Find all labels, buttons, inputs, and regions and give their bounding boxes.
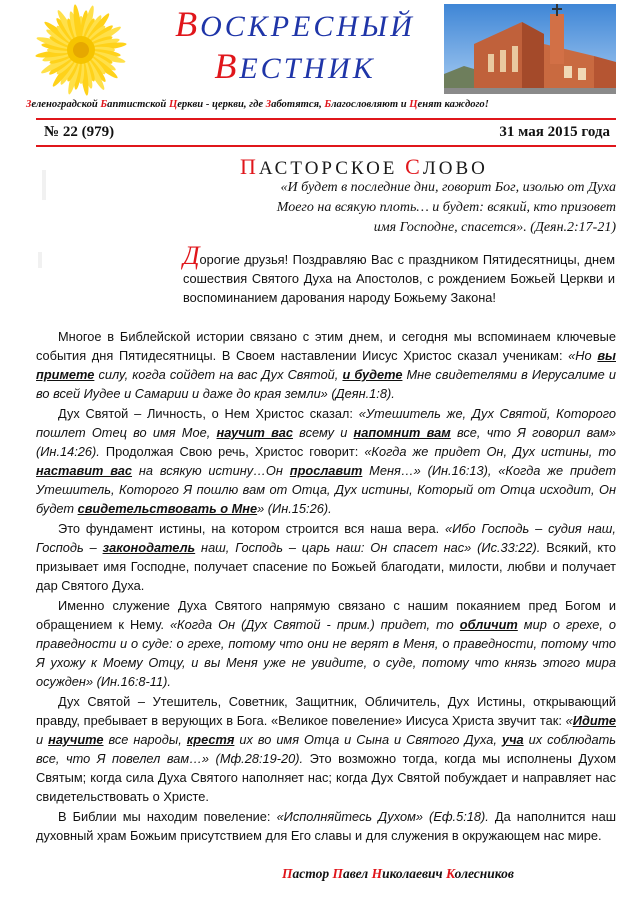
text-run: Н xyxy=(371,866,383,881)
text-run: К xyxy=(446,866,455,881)
text-run: все, что Я говорил вам» (Ин.14:26). xyxy=(36,425,616,459)
text-run: и xyxy=(36,732,49,747)
text-run: Всякий, кто призывает имя Господне, получает спасение по Божьей благодати, милости, любви и получает дар Святого Духа. xyxy=(36,540,616,593)
text-run: «Когда Он (Дух Святой - прим.) придет, то xyxy=(169,617,460,632)
emphasized-phrase: научит вас xyxy=(216,425,293,440)
text-run: всему и xyxy=(292,425,354,440)
text-run: еленоградской xyxy=(31,99,101,110)
text-run: П xyxy=(332,866,343,881)
author-signature xyxy=(282,866,514,882)
text-run: «Но xyxy=(568,348,598,363)
body-paragraph xyxy=(36,807,616,845)
text-run: » (Ин.15:26). xyxy=(257,501,332,516)
text-run: енят каждого! xyxy=(417,99,489,110)
text-run: на всякую истину…Он xyxy=(132,463,290,478)
text-run: Б xyxy=(324,99,332,110)
text-run: Ц xyxy=(409,99,418,110)
emphasized-phrase: свидетельствовать о Мне xyxy=(77,501,258,516)
margin-mark xyxy=(42,170,46,200)
text-run: их во имя Отца и Сына и Святого Духа, xyxy=(234,732,502,747)
text-run: Б xyxy=(100,99,108,110)
body-paragraph xyxy=(36,692,616,806)
text-run: Это фундамент истины, на котором строится вся наша вера. xyxy=(58,521,446,536)
issue-date: 31 мая 2015 года xyxy=(499,124,610,140)
newspaper-title-line1: ВОСКРЕСНЫЙ xyxy=(175,4,415,44)
text-run: астор xyxy=(292,866,333,881)
text-run: Продолжая Свою речь, Христос говорит: xyxy=(99,444,365,459)
text-run: их соблюдать все, что Я повелел вам…» (Мф.28:19-20). xyxy=(36,732,616,766)
church-slogan xyxy=(26,99,620,110)
text-run: «Утешитель же, Дух Святой, Которого пошлет Отец во имя Мое, xyxy=(36,406,616,440)
epigraph-quote xyxy=(160,178,616,238)
text-run: « xyxy=(565,713,573,728)
text-run: Дух Святой – Личность, о Нем Христос сказал: xyxy=(58,406,359,421)
text-run: Многое в Библейской истории связано с этим днем, и сегодня мы вспоминаем ключевые события дня Пятидесятницы. В Своем наставлении Иисус Христос сказал ученикам: xyxy=(36,329,616,363)
emphasized-phrase: напомнит вам xyxy=(353,425,451,440)
emphasized-phrase: крестя xyxy=(186,732,235,747)
epigraph-line: «И будет в последние дни, говорит Бог, изолью от Духа xyxy=(280,180,616,195)
emphasized-phrase: обличит xyxy=(459,617,518,632)
body-paragraph xyxy=(36,404,616,518)
body-paragraph xyxy=(36,519,616,595)
text-run: Меня…» (Ин.16:13), «Когда же придет Утешитель, Которого Я пошлю вам от Отца, Дух истины, Который от Отца исходит, Он будет xyxy=(36,463,616,516)
newspaper-title-line2: ВЕСТНИК xyxy=(214,46,376,86)
text-run: авел xyxy=(342,866,372,881)
text-run: олесников xyxy=(454,866,514,881)
emphasized-phrase: и будете xyxy=(342,367,403,382)
dandelion-logo-icon xyxy=(26,4,136,96)
text-run: Ц xyxy=(168,99,178,110)
text-run: В Библии мы находим повеление: xyxy=(58,809,277,824)
text-run: наш, Господь – царь наш: Он спасет нас» (Ис.33:22). xyxy=(195,540,541,555)
text-run: З xyxy=(265,99,272,110)
greeting-paragraph: Дорогие друзья! Поздравляю Вас с праздником Пятидесятницы, днем сошествия Святого Духа на Апостолов, с рождением Божьей Церкви и воспоминанием дарования народу Божьему Закона! xyxy=(183,241,615,305)
emphasized-phrase: прославит xyxy=(289,463,363,478)
text-run: Мне свидетелями в Иерусалиме и во всей Иудее и Самарии и даже до края земли» (Деян.1:8). xyxy=(36,367,616,401)
text-run: Да наполнится наш духовный храм Божьим присутствием для Его славы и для служения в окружающем нас мире. xyxy=(36,809,616,843)
article-body xyxy=(36,327,616,846)
text-run: лагословляют и xyxy=(331,99,410,110)
text-run: аботятся, xyxy=(271,99,325,110)
text-run: иколаевич xyxy=(382,866,446,881)
text-run: все народы, xyxy=(103,732,187,747)
text-run: аптистской xyxy=(107,99,169,110)
emphasized-phrase: законодатель xyxy=(102,540,196,555)
text-run: «Когда же придет Он, Дух истины, то xyxy=(364,444,617,459)
text-run: Это возможно тогда, когда мы исполнены Духом Святым; когда сила Духа Святого наполняет нас; когда Дух Святой побуждает и направляет нас свидетельствовать о Христе. xyxy=(36,751,616,804)
epigraph-line: имя Господне, спасется». (Деян.2:17-21) xyxy=(373,220,616,235)
emphasized-phrase: наставит вас xyxy=(36,463,133,478)
issue-number: № 22 (979) xyxy=(44,124,115,140)
emphasized-phrase: вы примете xyxy=(36,348,616,382)
emphasized-phrase: уча xyxy=(501,732,524,747)
article-heading: ПАСТОРСКОЕ СЛОВО xyxy=(240,154,488,179)
text-run: З xyxy=(26,99,32,110)
text-run: силу, когда сойдет на вас Дух Святой, xyxy=(94,367,343,382)
header-divider-bottom xyxy=(36,145,616,147)
drop-cap: Д xyxy=(183,241,200,270)
emphasized-phrase: научите xyxy=(48,732,104,747)
body-paragraph xyxy=(36,596,616,691)
margin-mark xyxy=(38,252,42,268)
text-run: Дух Святой – Утешитель, Советник, Защитник, Обличитель, Дух Истины, открывающий правду, пребывает в верующих в Бога. «Великое повеление» Иисуса Христа звучит так: xyxy=(36,694,616,728)
church-building-photo xyxy=(444,4,616,94)
text-run: «Ибо Господь – судия наш, Господь – xyxy=(36,521,616,555)
text-run: «Исполняйтесь Духом» (Еф.5:18). xyxy=(276,809,489,824)
header-divider-top xyxy=(36,118,616,120)
text-run: Именно служение Духа Святого напрямую связано с нашим покаянием пред Богом и обращением к Нему. xyxy=(36,598,616,632)
body-paragraph xyxy=(36,327,616,403)
epigraph-line: Моего на всякую плоть… и будет: всякий, кто призовет xyxy=(276,200,616,215)
emphasized-phrase: Идите xyxy=(572,713,616,728)
text-run: мир о грехе, о праведности и о суде: о грехе, потому что они не верят в Меня, о праведности, потому что Я ухожу к Моему Отцу, и вы Меня уже не увидите, о суде, потому что князь этого мира осужден» (Ин.16:8-11). xyxy=(36,617,617,689)
text-run: еркви - церкви, где xyxy=(177,99,266,110)
text-run: П xyxy=(282,866,293,881)
